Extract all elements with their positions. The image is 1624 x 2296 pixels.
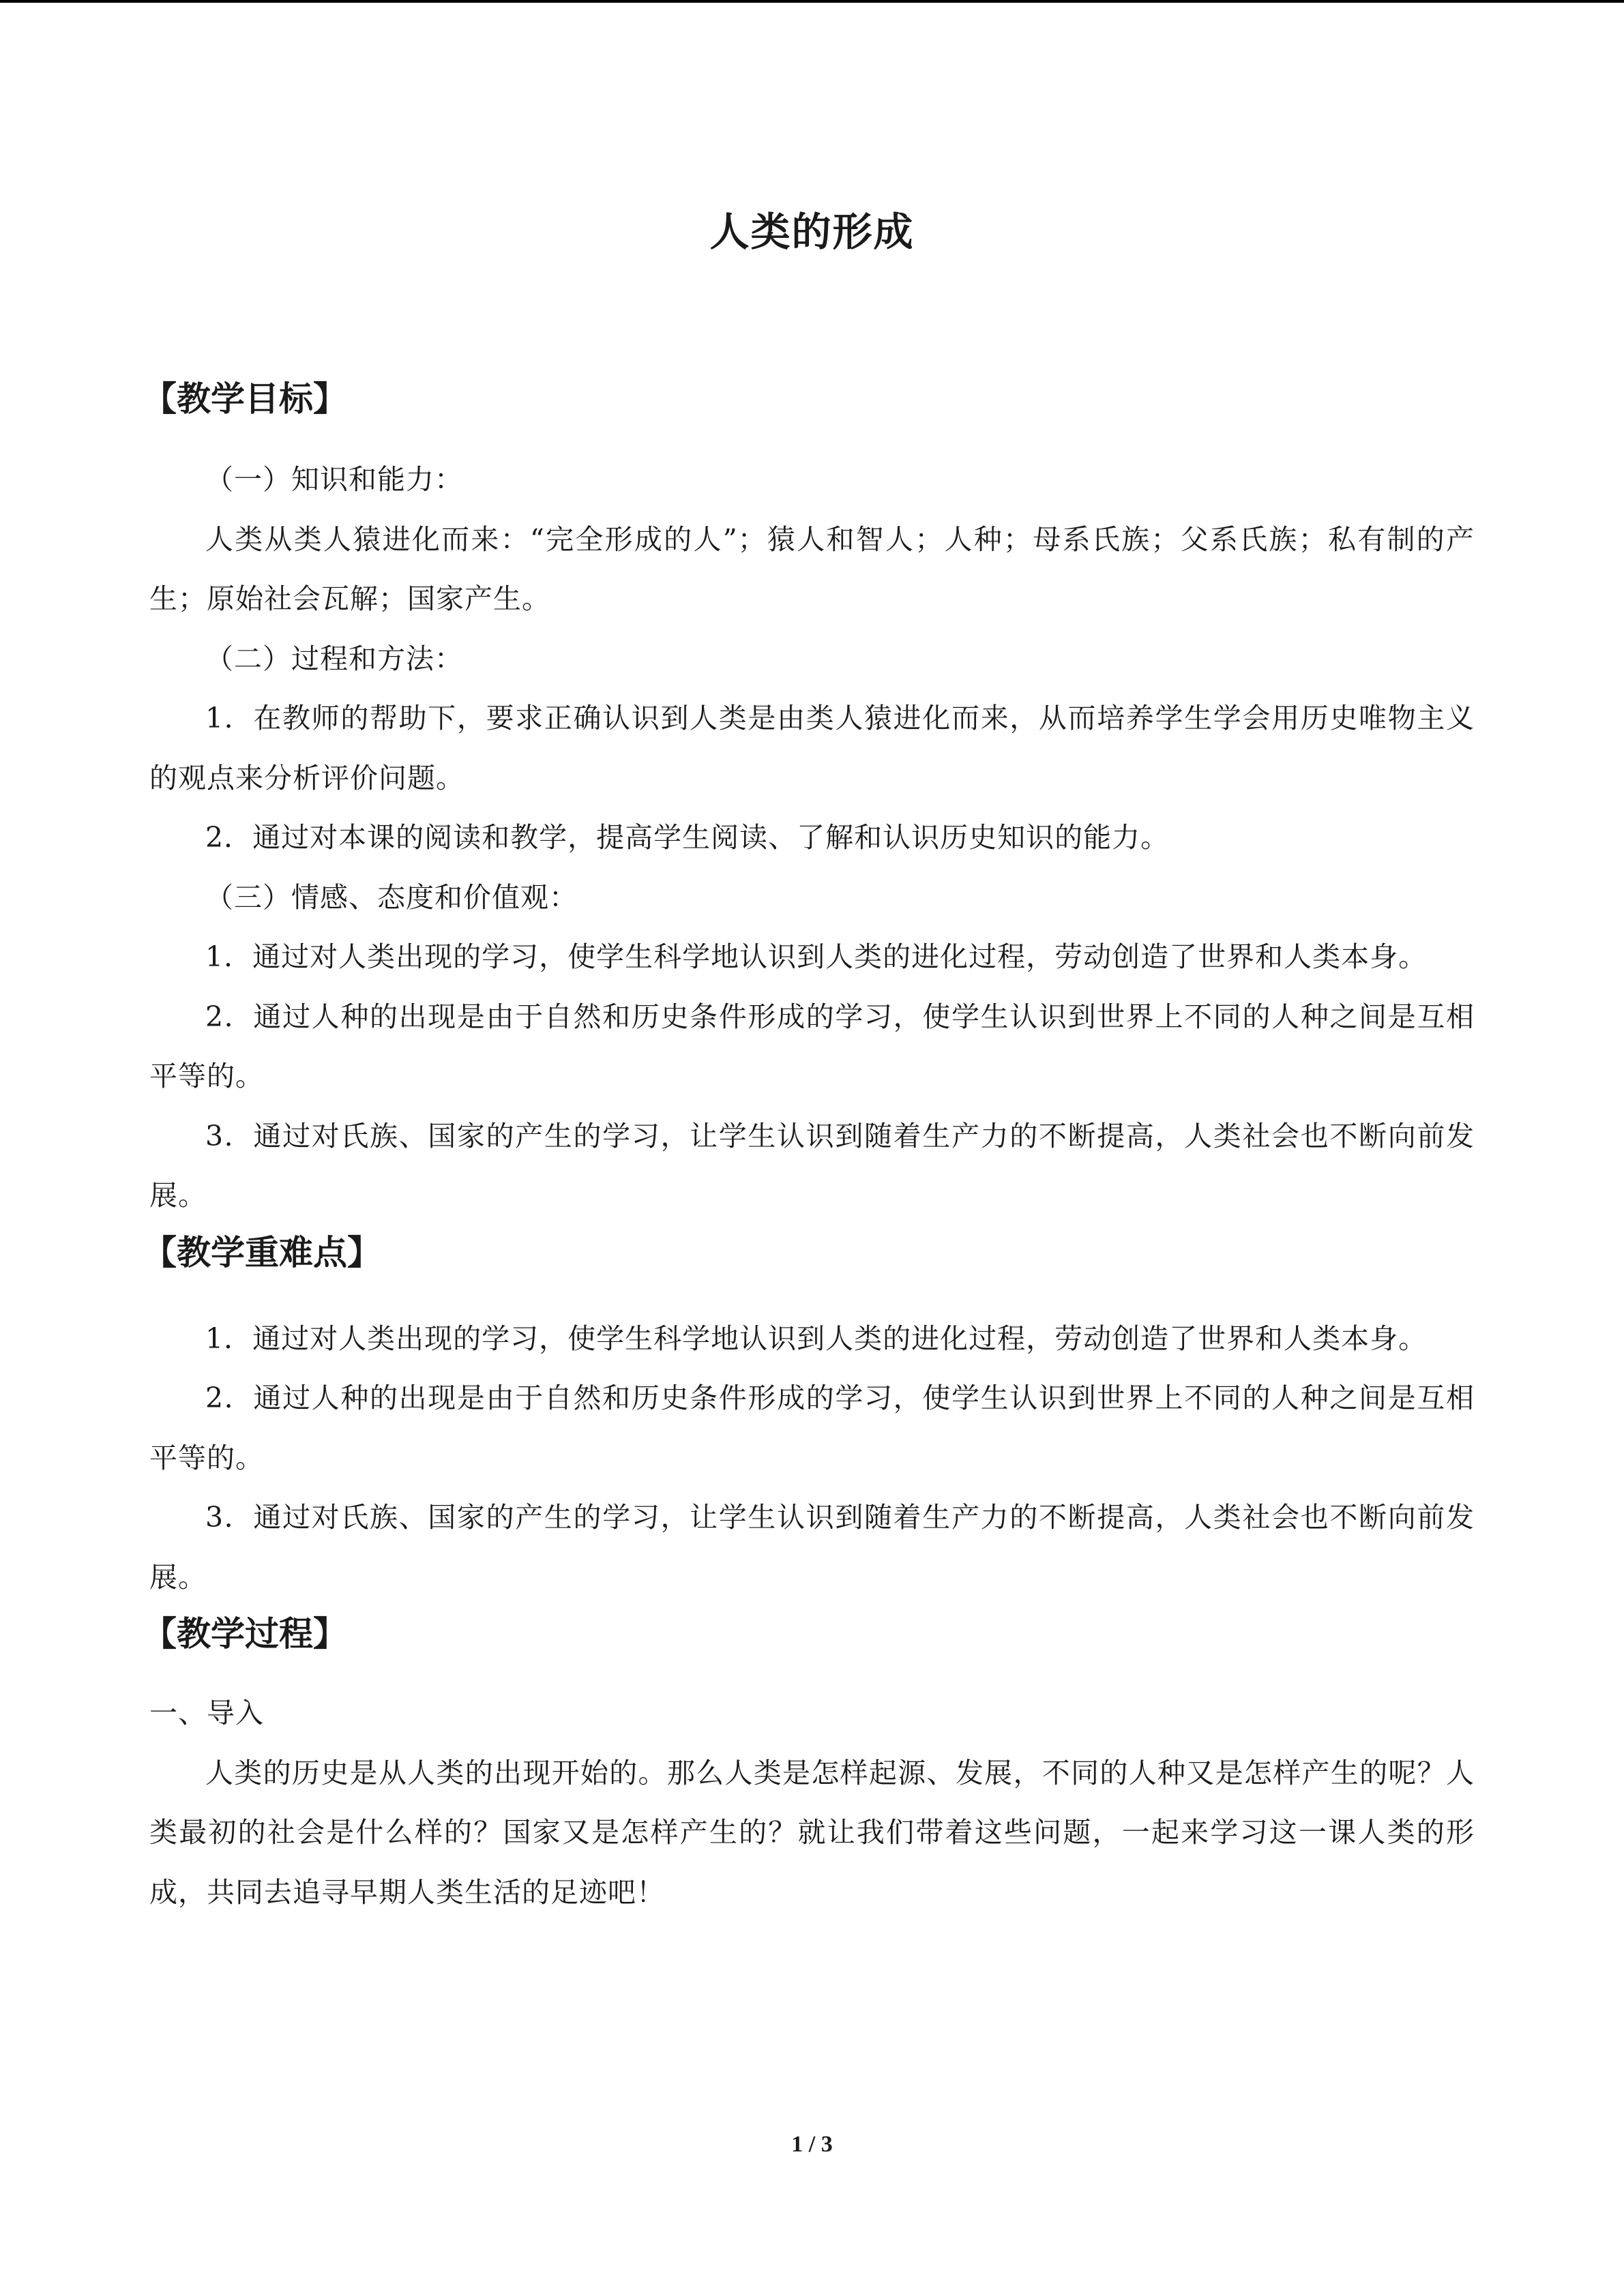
subsection-label-knowledge: （一）知识和能力： [205,463,463,496]
list-item-process-2: 2．通过对本课的阅读和教学，提高学生阅读、了解和认识历史知识的能力。 [205,821,1170,854]
subsection-label-process: （二）过程和方法： [205,642,463,675]
section-heading-key-points: 【教学重难点】 [143,1232,381,1272]
list-item-key-point-1: 1．通过对人类出现的学习，使学生科学地认识到人类的进化过程，劳动创造了世界和人类本身。 [205,1322,1428,1355]
section-heading-process: 【教学过程】 [143,1614,347,1654]
section-teaching-objectives [143,375,1475,1226]
list-item-values-3: 3．通过对氏族、国家的产生的学习，让学生认识到随着生产力的不断提高，人类社会也不断向前发展。 [149,1119,1475,1212]
page-number: 1 / 3 [791,2132,833,2157]
paragraph-intro: 人类的历史是从人类的出现开始的。那么人类是怎样起源、发展，不同的人种又是怎样产生的呢？人类最初的社会是什么样的？国家又是怎样产生的？就让我们带着这些问题，一起来学习这一课人类的形成，共同去追寻早期人类生活的足迹吧！ [149,1756,1475,1909]
document-page [143,205,1475,1922]
section-key-points [143,1229,1475,1608]
top-border-line [0,0,1624,3]
section-teaching-process [143,1610,1475,1922]
section-heading-objectives: 【教学目标】 [143,379,347,419]
list-item-process-1: 1．在教师的帮助下，要求正确认识到人类是由类人猿进化而来，从而培养学生学会用历史唯物主义的观点来分析评价问题。 [149,702,1475,794]
subsection-label-intro: 一、导入 [149,1697,264,1729]
list-item-key-point-3: 3．通过对氏族、国家的产生的学习，让学生认识到随着生产力的不断提高，人类社会也不断向前发展。 [149,1501,1475,1594]
paragraph-knowledge: 人类从类人猿进化而来：“完全形成的人”；猿人和智人；人种；母系氏族；父系氏族；私有制的产生；原始社会瓦解；国家产生。 [149,522,1475,615]
subsection-label-values: （三）情感、态度和价值观： [205,880,578,914]
list-item-key-point-2: 2．通过人种的出现是由于自然和历史条件形成的学习，使学生认识到世界上不同的人种之间是互相平等的。 [149,1382,1475,1474]
document-title: 人类的形成 [709,209,915,255]
list-item-values-1: 1．通过对人类出现的学习，使学生科学地认识到人类的进化过程，劳动创造了世界和人类本身。 [205,940,1428,973]
list-item-values-2: 2．通过人种的出现是由于自然和历史条件形成的学习，使学生认识到世界上不同的人种之间是互相平等的。 [149,1000,1475,1092]
